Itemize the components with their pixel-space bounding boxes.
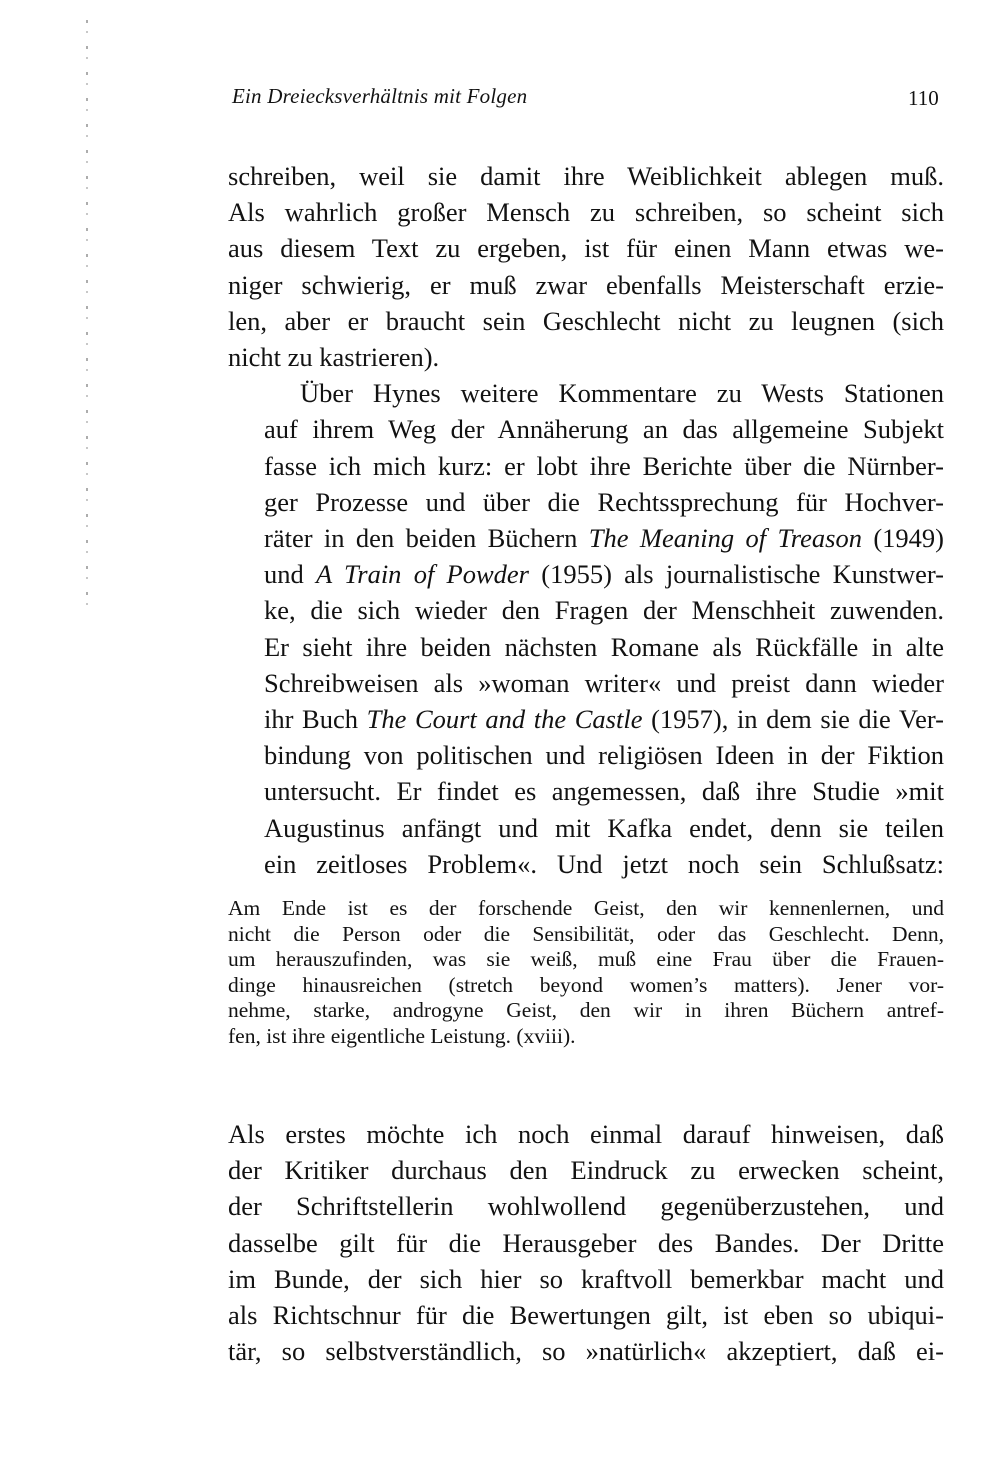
text-line: Schreibweisen als »woman writer« und preist dann wieder xyxy=(264,667,944,698)
text-line xyxy=(228,556,944,592)
text-line: als Richtschnur für die Bewertungen gilt, ist eben so ubiqui- xyxy=(228,1300,944,1331)
text-segment: (1955) als journalistische Kunstwer- xyxy=(529,559,944,590)
text-line: ger Prozesse und über die Rechtssprechung für Hochver- xyxy=(264,486,944,517)
scan-binding-edge xyxy=(86,20,88,610)
quote-line: dinge hinausreichen (stretch beyond women’s matters). Jener vor- xyxy=(228,972,944,997)
text-segment: ihr Buch xyxy=(264,704,367,735)
text-line: ke, die sich wieder den Fragen der Menschheit zuwenden. xyxy=(264,595,944,626)
book-title: The Meaning of Treason xyxy=(588,523,862,554)
quote-line: nicht die Person oder die Sensibilität, oder das Geschlecht. Denn, xyxy=(228,921,944,946)
text-line: der Kritiker durchaus den Eindruck zu erwecken scheint, xyxy=(228,1155,944,1186)
text-segment: und xyxy=(264,559,317,590)
text-line: Als wahrlich großer Mensch zu schreiben, so scheint sich xyxy=(228,197,944,228)
text-line: untersucht. Er findet es angemessen, daß ihre Studie »mit xyxy=(264,776,944,807)
text-line: len, aber er braucht sein Geschlecht nicht zu leugnen (sich xyxy=(228,305,944,336)
body-text-block-1 xyxy=(228,158,944,882)
paragraph-1 xyxy=(228,158,944,375)
text-segment: räter in den beiden Büchern xyxy=(264,523,589,554)
book-title: A Train of Powder xyxy=(316,559,529,590)
quote-line: nehme, starke, androgyne Geist, den wir in ihren Büchern antref- xyxy=(228,998,944,1023)
text-line: fasse ich mich kurz: er lobt ihre Berichte über die Nürnber- xyxy=(264,450,944,481)
quote-line: um herauszufinden, was sie weiß, muß eine Frau über die Frauen- xyxy=(228,947,944,972)
text-line: Über Hynes weitere Kommentare zu Wests Stationen xyxy=(300,378,944,409)
text-line: auf ihrem Weg der Annäherung an das allgemeine Subjekt xyxy=(264,414,944,445)
quote-line: fen, ist ihre eigentliche Leistung. (xviii). xyxy=(228,1023,576,1048)
text-line: aus diesem Text zu ergeben, ist für einen Mann etwas we- xyxy=(228,233,944,264)
text-segment: (1949) xyxy=(861,523,944,554)
text-line xyxy=(228,520,944,556)
text-line: schreiben, weil sie damit ihre Weiblichkeit ablegen muß. xyxy=(228,161,944,191)
paragraph-3 xyxy=(228,1116,944,1369)
text-line: im Bunde, der sich hier so kraftvoll bemerkbar macht und xyxy=(228,1263,944,1294)
body-text-block-2 xyxy=(228,1116,944,1369)
text-line: Er sieht ihre beiden nächsten Romane als Rückfälle in alte xyxy=(264,631,944,662)
text-line: Als erstes möchte ich noch einmal darauf hinweisen, daß xyxy=(228,1119,944,1149)
book-title: The Court and the Castle xyxy=(366,704,643,735)
text-line: tär, so selbstverständlich, so »natürlich« akzeptiert, daß ei- xyxy=(228,1336,944,1367)
quote-paragraph xyxy=(228,896,944,1050)
running-title: Ein Dreiecksverhältnis mit Folgen xyxy=(232,84,528,108)
text-line xyxy=(228,701,944,737)
paragraph-2 xyxy=(228,375,944,882)
text-line: nicht zu kastrieren). xyxy=(228,342,440,373)
text-line: ein zeitloses Problem«. Und jetzt noch sein Schlußsatz: xyxy=(264,848,944,879)
text-line: der Schriftstellerin wohlwollend gegenüberzustehen, und xyxy=(228,1191,944,1222)
text-line: Augustinus anfängt und mit Kafka endet, denn sie teilen xyxy=(264,812,944,843)
text-line: dasselbe gilt für die Herausgeber des Bandes. Der Dritte xyxy=(228,1227,944,1258)
block-quote xyxy=(228,896,944,1050)
text-line: bindung von politischen und religiösen Ideen in der Fiktion xyxy=(264,740,944,771)
text-segment: (1957), in dem sie die Ver- xyxy=(642,704,945,735)
quote-line: Am Ende ist es der forschende Geist, den wir kennenlernen, und xyxy=(228,896,944,920)
page-number: 110 xyxy=(908,86,939,110)
text-line: niger schwierig, er muß zwar ebenfalls Meisterschaft erzie- xyxy=(228,269,944,300)
